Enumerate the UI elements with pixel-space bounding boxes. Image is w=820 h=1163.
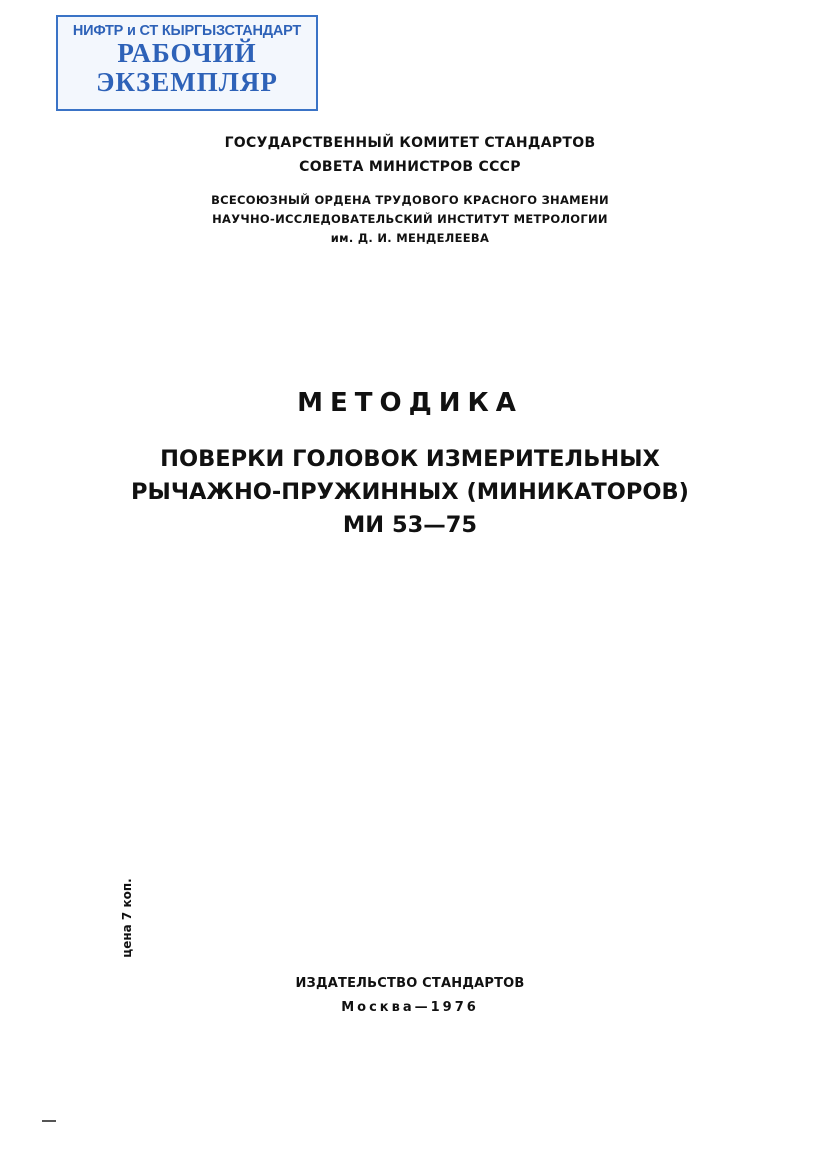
stamp-line-2: ЭКЗЕМПЛЯР xyxy=(96,67,278,97)
document-heading: МЕТОДИКА xyxy=(297,388,523,418)
institute-line-3: им. Д. И. МЕНДЕЛЕЕВА xyxy=(330,231,490,245)
publisher-name: ИЗДАТЕЛЬСТВО СТАНДАРТОВ xyxy=(295,976,525,991)
institute-header xyxy=(0,191,820,248)
committee-line-1: ГОСУДАРСТВЕННЫЙ КОМИТЕТ СТАНДАРТОВ xyxy=(224,135,596,151)
page-mark xyxy=(42,1120,56,1122)
publisher-city-year: Москва—1976 xyxy=(341,1000,479,1015)
price-label: цена 7 коп. xyxy=(120,878,134,958)
stamp-organization: НИФТР и СТ КЫРГЫЗСТАНДАРТ xyxy=(72,23,302,39)
document-code: МИ 53—75 xyxy=(342,512,478,538)
institute-line-1: ВСЕСОЮЗНЫЙ ОРДЕНА ТРУДОВОГО КРАСНОГО ЗНАМЕНИ xyxy=(211,193,609,207)
title-line-1: ПОВЕРКИ ГОЛОВОК ИЗМЕРИТЕЛЬНЫХ xyxy=(160,446,660,472)
institute-line-2: НАУЧНО-ИССЛЕДОВАТЕЛЬСКИЙ ИНСТИТУТ МЕТРОЛОГИИ xyxy=(212,212,608,226)
publisher-block xyxy=(0,972,820,1020)
document-title xyxy=(0,443,820,542)
title-line-2: РЫЧАЖНО-ПРУЖИННЫХ (МИНИКАТОРОВ) xyxy=(131,479,689,505)
stamp-line-1: РАБОЧИЙ xyxy=(117,38,257,68)
working-copy-stamp xyxy=(56,15,318,111)
committee-header xyxy=(0,131,820,179)
committee-line-2: СОВЕТА МИНИСТРОВ СССР xyxy=(299,159,521,175)
